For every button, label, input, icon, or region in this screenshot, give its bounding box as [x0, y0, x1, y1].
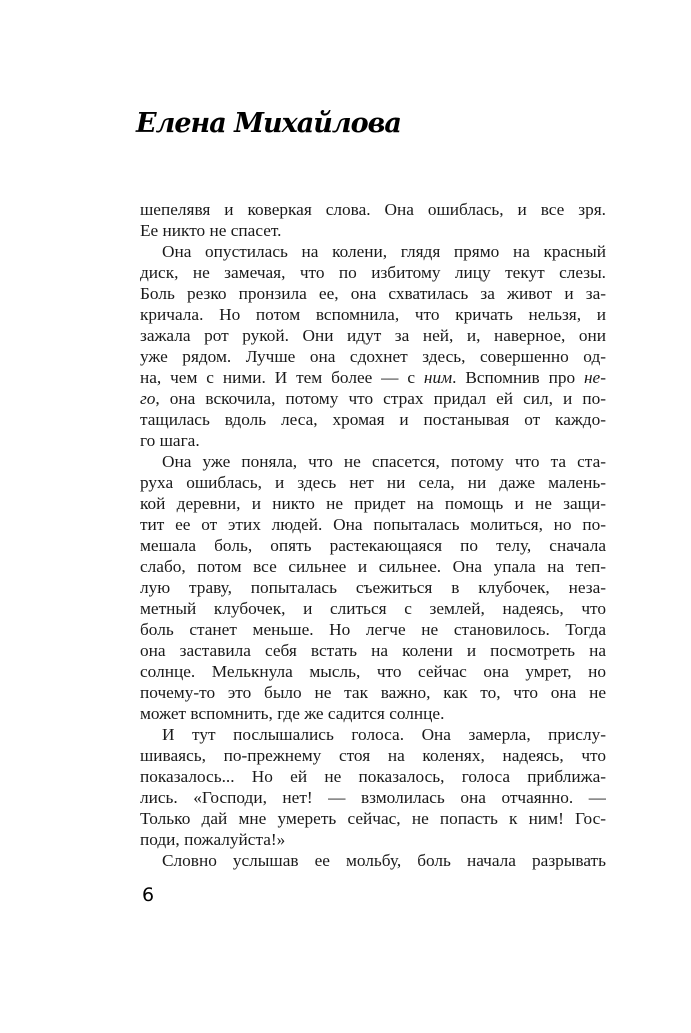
text-segment: го шага. [140, 431, 200, 450]
text-segment: почему-то это было не так важно, как то, что она не [140, 683, 606, 702]
text-line [140, 472, 606, 493]
text-segment: лись. «Господи, нет! — взмолилась она отчаянно. — [140, 788, 606, 807]
running-head-author: Елена Михайлова [136, 108, 401, 139]
text-segment: И тут послышались голоса. Она замерла, прислу- [162, 725, 606, 744]
text-line [140, 367, 606, 388]
text-segment: Ее никто не спасет. [140, 221, 282, 240]
text-line [140, 619, 606, 640]
text-line [140, 724, 606, 745]
text-segment: слабо, потом все сильнее и сильнее. Она упала на теп- [140, 557, 606, 576]
text-segment: Боль резко пронзила ее, она схватилась за живот и за- [140, 284, 606, 303]
text-segment: может вспомнить, где же садится солнце. [140, 704, 445, 723]
text-segment: показалось... Но ей не показалось, голоса приближа- [140, 767, 606, 786]
text-line [140, 682, 606, 703]
text-line [140, 241, 606, 262]
text-line [140, 451, 606, 472]
text-segment: руха ошиблась, и здесь нет ни села, ни даже малень- [140, 473, 606, 492]
italic-text: го [140, 389, 156, 408]
text-line [140, 766, 606, 787]
text-line [140, 829, 606, 850]
text-segment: лую траву, попыталась съежиться в клубочек, неза- [140, 578, 606, 597]
text-line [140, 430, 606, 451]
text-segment: шепелявя и коверкая слова. Она ошиблась, и все зря. [140, 200, 606, 219]
text-line [140, 262, 606, 283]
text-line [140, 850, 606, 871]
text-line [140, 304, 606, 325]
text-segment: Словно услышав ее мольбу, боль начала разрывать [162, 851, 606, 870]
text-line [140, 514, 606, 535]
text-segment: шиваясь, по-прежнему стоя на коленях, надеясь, что [140, 746, 606, 765]
text-line [140, 703, 606, 724]
text-segment: на, чем с ними. И тем более — с [140, 368, 424, 387]
text-segment: метный клубочек, и слиться с землей, надеясь, что [140, 599, 606, 618]
text-line [140, 220, 606, 241]
text-line [140, 199, 606, 220]
text-line [140, 661, 606, 682]
text-line [140, 556, 606, 577]
text-line [140, 325, 606, 346]
text-segment: зажала рот рукой. Они идут за ней, и, наверное, они [140, 326, 606, 345]
text-line [140, 787, 606, 808]
italic-text: не- [583, 368, 606, 387]
text-segment: мешала боль, опять растекающаяся по телу, сначала [140, 536, 606, 555]
text-segment: Она уже поняла, что не спасется, потому что та ста- [162, 452, 606, 471]
text-line [140, 640, 606, 661]
text-segment: Она опустилась на колени, глядя прямо на красный [162, 242, 606, 261]
page-number: 6 [142, 884, 155, 906]
text-line [140, 346, 606, 367]
text-segment: поди, пожалуйста!» [140, 830, 286, 849]
body-text [140, 199, 606, 871]
text-segment: боль станет меньше. Но легче не становилось. Тогда [140, 620, 606, 639]
text-line [140, 493, 606, 514]
text-line [140, 283, 606, 304]
text-segment: уже рядом. Лучше она сдохнет здесь, совершенно од- [140, 347, 606, 366]
text-line [140, 388, 606, 409]
text-line [140, 535, 606, 556]
text-line [140, 598, 606, 619]
text-segment: Только дай мне умереть сейчас, не попасть к ним! Гос- [140, 809, 606, 828]
text-segment: солнце. Мелькнула мысль, что сейчас она умрет, но [140, 662, 606, 681]
text-line [140, 409, 606, 430]
text-segment: , она вскочила, потому что страх придал ей сил, и по- [155, 389, 606, 408]
text-segment: тащилась вдоль леса, хромая и постанывая от каждо- [140, 410, 606, 429]
text-line [140, 808, 606, 829]
text-segment: тит ее от этих людей. Она попыталась молиться, но по- [140, 515, 606, 534]
italic-text: ним [423, 368, 453, 387]
text-line [140, 745, 606, 766]
text-segment: кричала. Но потом вспомнила, что кричать нельзя, и [140, 305, 606, 324]
text-segment: она заставила себя встать на колени и посмотреть на [140, 641, 606, 660]
text-segment: диск, не замечая, что по избитому лицу текут слезы. [140, 263, 606, 282]
text-line [140, 577, 606, 598]
text-segment: кой деревни, и никто не придет на помощь и не защи- [140, 494, 606, 513]
text-segment: . Вспомнив про [452, 368, 584, 387]
